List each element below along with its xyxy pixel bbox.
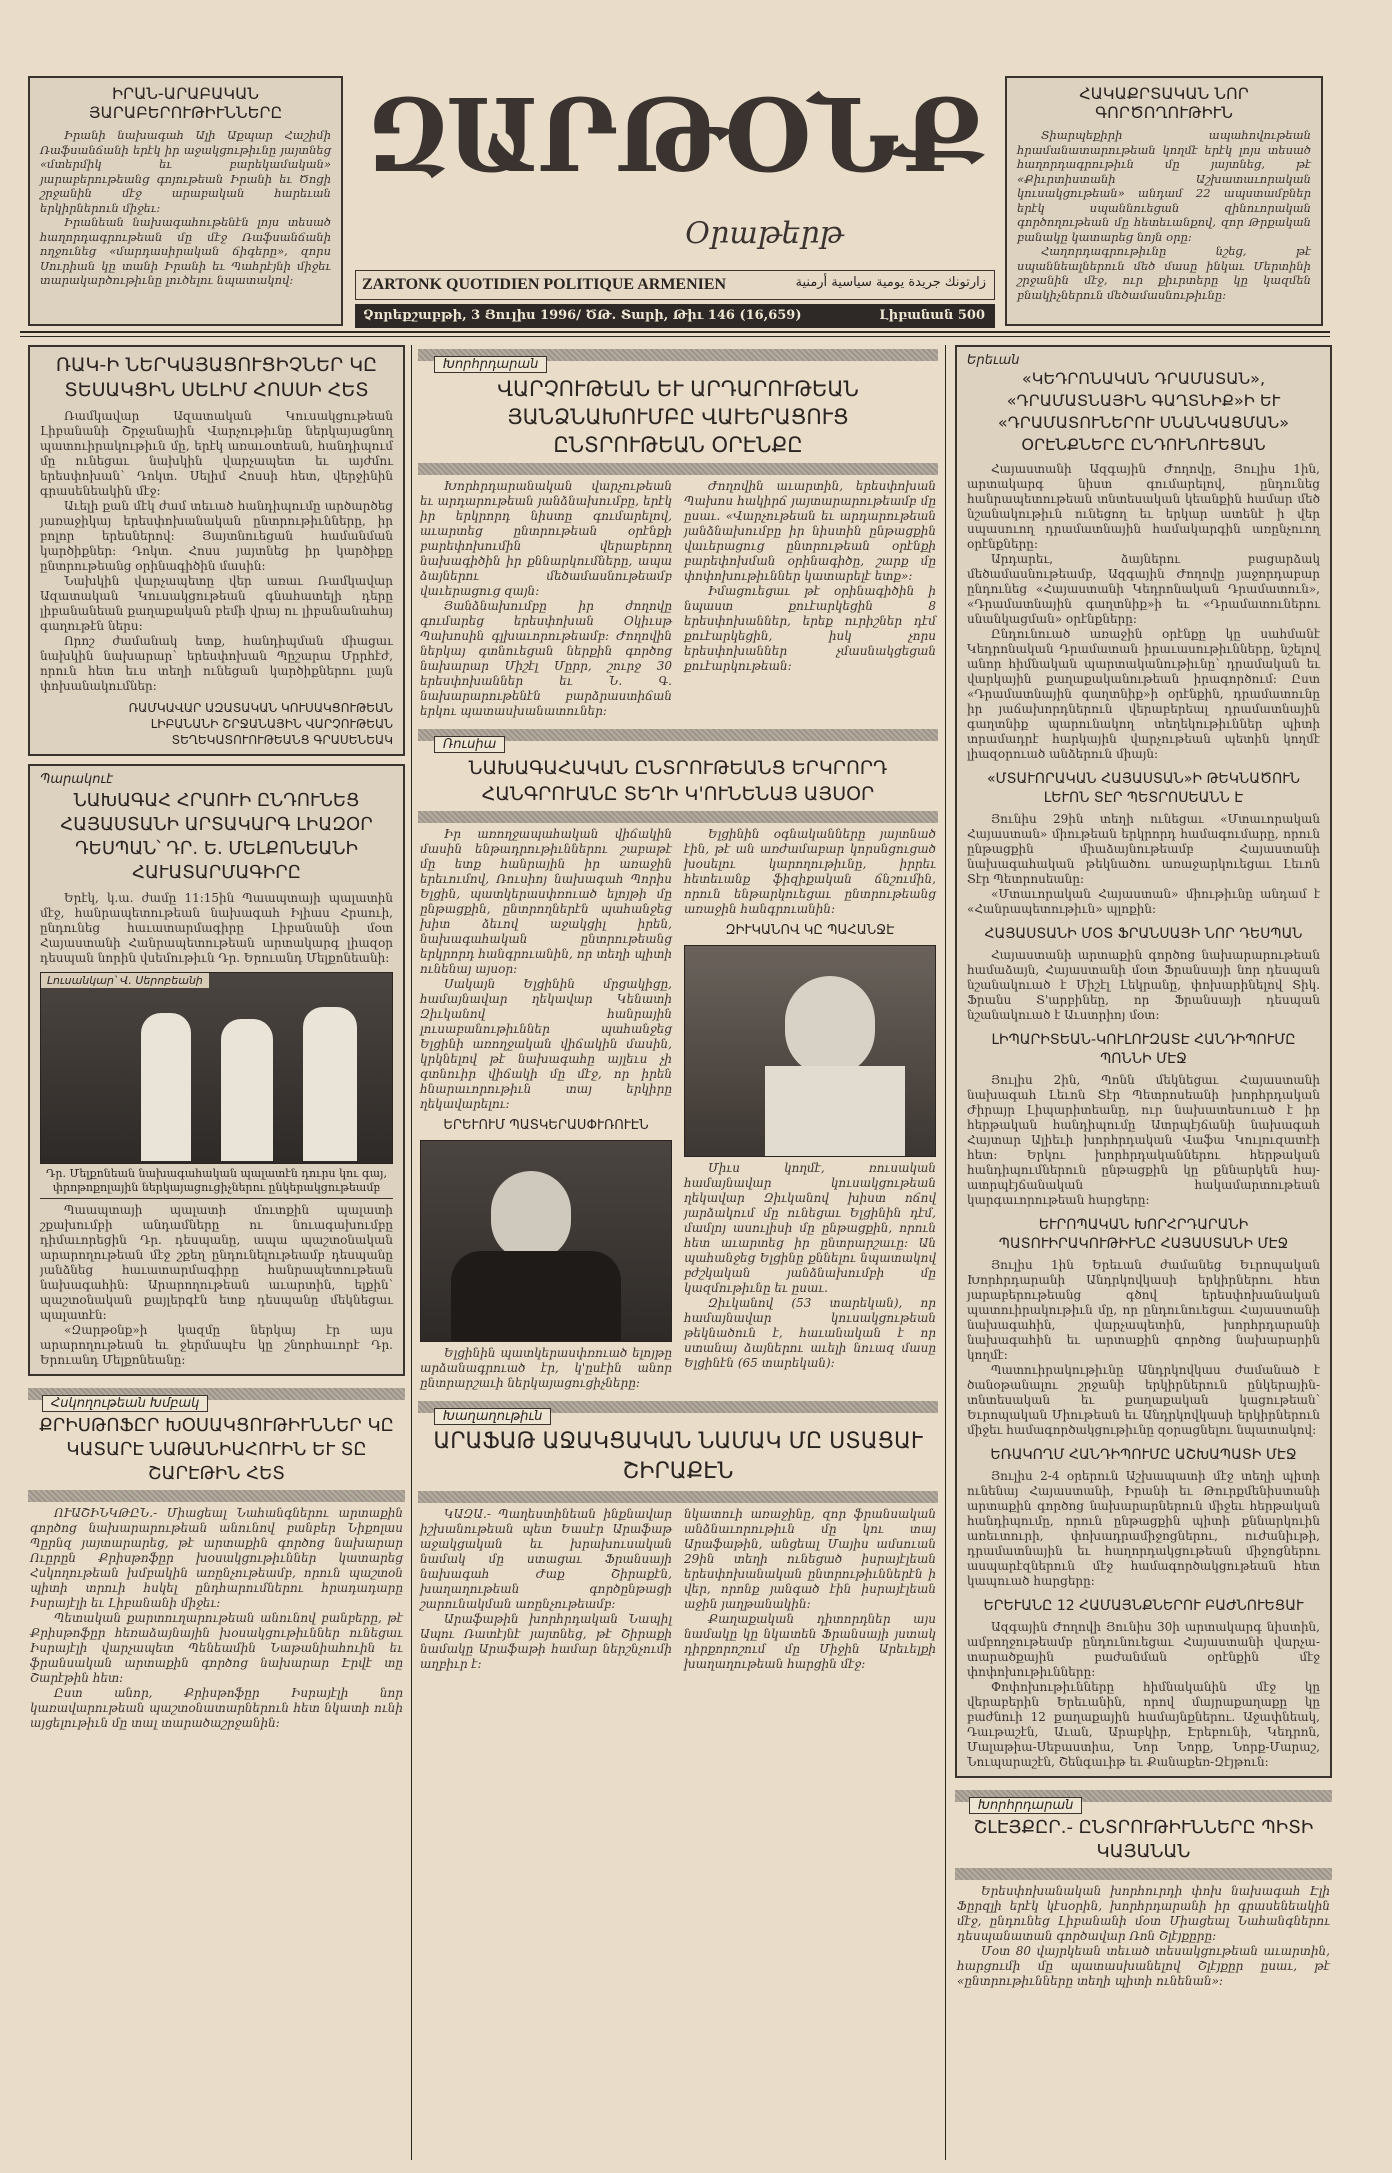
article-shelter: [955, 1786, 1332, 1989]
paragraph: Հայաստանի Ազգային Ժողովը, Յուլիս 1ին, արտակարգ նիստ գումարելով, ընդունեց հանրապետութեան տնտեսական կեանքին համար մեծ նշանակութիւն ունեցող եւ երկար ատենէ ի վեր սպասուող դրամատնային համակարգին առընչուող օրէնքները:: [967, 462, 1320, 551]
paragraph: Արդարեւ, ձայներու բացարձակ մեծամասնութեամբ, Ազգային Ժողովը յաջորդաբար ընդունեց «Հայաստանի Կեդրոնական Դրամատուն», «Դրամատնային գաղտնիք»ի եւ «Դրամատուներու սնանկացման» օրէնքները:: [967, 552, 1320, 626]
headline[interactable]: ՆԱԽԱԳԱՀ ՀՐԱՈՒԻ ԸՆԴՈՒՆԵՑ ՀԱՅԱՍՏԱՆԻ ԱՐՏԱԿԱՐԳ ԼԻԱԶՕՐ ԴԵՍՊԱՆ՝ ԴՐ. Ե. ՄԵԼՔՈՆԵԱՆԻ ՀԱՒԱՏԱՐՄԱԳԻՐԸ: [60, 790, 373, 883]
headline[interactable]: «ԿԵԴՐՈՆԱԿԱՆ ԴՐԱՄԱՏԱՆ», «ԴՐԱՄԱՏՆԱՅԻՆ ԳԱՂՏՆԻՔ»Ի ԵՒ «ԴՐԱՄԱՏՈՒՆԵՐՈՒ ՍՆԱՆԿԱՑՄԱՆ» ՕՐԷՆՔՆԵՐԸ ԸՆԴՈՒՆՈՒԵՑԱՆ: [997, 369, 1290, 454]
paragraph: Յուլիս 2-4 օրերուն Աշխապատի մէջ տեղի պիտի ունենայ Հայաստանի, Իրանի եւ Թուրքմենիստանի արտաքին գործոց նախարարներուն միջեւ հերթական հանդիպումը, որուն ընթացքին պիտի քննարկուին առեւտուրի, փոխադրամիջոցներու, ուժանիւթի, դրամատնային եւ հաղորդակցութեան միջոցներու ասպարէզներուն մէջ համագործակցութեան հետ կապուած հարցերը:: [967, 1469, 1320, 1588]
paragraph: Ընդունուած առաջին օրէնքը կը սահմանէ Կեդրոնական Դրամատան իրաւասութիւնները, նշելով անոր հիմնական պարտականութիւնը՝ դրամական եւ վարկային քաղաքականութեան իրագործում: Ըստ «Դրամատնային գաղտնիք»ի օրէնքին, դրամատունը իր յաճախորդներուն վերաբերեալ դրամատնային գաղտնիք պարունակող տեղեկութիւններ պիտի տրամադրէ հարկային վարչութեան պետին կողմէ լիազօրուած անձերուն միայն:: [967, 627, 1320, 761]
kicker: Խորհրդարան: [969, 1797, 1082, 1814]
ear-right-headline: ՀԱԿԱՔՐՏԱԿԱՆ ՆՈՐ ԳՈՐԾՈՂՈՒԹԻՒՆ: [1079, 84, 1249, 123]
kicker: Ռուսիա: [434, 736, 505, 753]
paragraph: Իմացուեցաւ թէ օրինագիծին ի նպաստ քուէարկեցին 8 երեսփոխաններ, երեք ուրիշներ դէմ քուէարկեցին, իսկ չորս երեսփոխաններ չմասնակցեցան քուէարկութեան:: [684, 584, 936, 673]
headline[interactable]: ԵՒՐՈՊԱԿԱՆ ԽՈՐՀՐԴԱՐԱՆԻ ՊԱՏՈՒԻՐԱԿՈՒԹԻՒՆԸ ՀԱՅԱՍՏԱՆԻ ՄԷՋ: [998, 1217, 1289, 1252]
paragraph: Յուլիս 2ին, Պոնն մեկնեցաւ Հայաստանի նախագահ Լեւոն Տէր Պետրոսեանի խորհրդական Ժիրայր Լիպարիտեանը, ուր նախատեսուած է իր հերթական հանդիպումը Ատրպէյճանի նախագահ Հայտար Ալիեւի խորհրդական Վաֆա Կուլուզատէի հետ: Երկու խորհրդականներու հերթական հանդիպումներուն ընթացքին կը քննարկեն հայ-ատրպէյճանական հակամարտութեան կարգաւորութեան հարցերը:: [967, 1073, 1320, 1207]
ear-right-box: [1005, 76, 1323, 326]
masthead-latin-bar: [355, 270, 995, 300]
paragraph: «Զարթօնք»ի կազմը ներկայ էր այս արարողութեան եւ ջերմապէս կը շնորհաւորէ Դր. Երուանդ Մելքոնեանը:: [40, 1323, 393, 1367]
paragraph: ՈՒԱՇԻՆԿԹԸՆ.- Միացեալ Նահանգներու արտաքին գործոց նախարարութեան անունով բանբեր Նիքոլաս Պըրնզ յայտարարեց, թէ արտաքին գործոց նախարար Ուըրըն Քրիսթոֆըր խօսակցութիւններ կատարեց Հսկողութեան խմբակին առընչութեամբ, որուն պաշտօն պիտի տրուի հսկել ընդհարումներու հրադադարը Իսրայէլի եւ Լիբանանի միջեւ:: [30, 1506, 403, 1610]
price: Լիբանան 500: [879, 308, 985, 323]
paragraph: Քաղաքական դիտորդներ այս նամակը կը նկատեն Ֆրանսայի յստակ դիրքորոշում մը Միջին Արեւելքի խաղաղութեան հարցին մէջ:: [684, 1611, 936, 1671]
paragraph: Յանձնախումբը իր ժողովը գումարեց երեսփոխան Օկիւսթ Պախոսին գլխաւորութեամբ: Ժողովին ներկայ գտնուեցան ներքին գործոց նախարար Միշէլ Մըրր, շուրջ 30 երեսփոխաններ եւ Ն. Գ. նախարարութենէն բարձրաստիճան երկու պատասխանատուներ:: [420, 599, 672, 718]
ear-left-paragraph: Իրանեան նախագահութենէն լոյս տեսած հաղորդագրութեան մը մէջ Ռաֆսանճանի ողջունեց «մարդասիրական ճիգերը», զորս Սուրիան կը տանի Իրանի եւ Պահրէյնի միջեւ տարակարծութիւնը լուծելու նպատակով:: [40, 215, 331, 288]
masthead-latin-line: ZARTONK QUOTIDIEN POLITIQUE ARMENIEN: [362, 276, 727, 293]
headline[interactable]: ՇԼԷՅՔԸՐ.- ԸՆՏՐՈՒԹԻՒՆՆԵՐԸ ՊԻՏԻ ԿԱՅԱՆԱՆ: [973, 1817, 1314, 1862]
masthead-arabic-line: زارتونك جريدة يومية سياسية أرمنية: [795, 275, 986, 290]
paragraph: Զիւկանով (53 տարեկան), որ համայնավար կուսակցութեան թեկնածուն է, հաւանական է որ ստանայ ձայներու աւելի նուազ մասը Ելցինէն (65 տարեկան):: [684, 1295, 936, 1370]
paragraph: Խորհրդարանական վարչութեան եւ արդարութեան յանձնախումբը, երէկ իր երկրորդ նիստը գումարելով, աւարտեց ընտրութեան օրէնքի բարեփոխումին վերաբերող նախագիծին իր քննարկումները, ապա ձայներու մեծամասնութեամբ վաւերացուց զայն:: [420, 479, 672, 598]
ear-left-paragraph: Իրանի նախագահ Ալի Աքպար Հաշիմի Ռաֆսանճանի երէկ իր աջակցութիւնը յայտնեց «մտերմիկ եւ բարեկամական» յարաբերութեանց գոյութեան Իրանի եւ Ծոցի շրջանին մէջ արաբական հարեւան երկիրներուն միջեւ:: [40, 128, 331, 215]
article-paraguay: [28, 764, 405, 1376]
article-arafat: [418, 1397, 938, 1672]
masthead-title[interactable]: ԶԱՐԹՕՆՔ: [366, 77, 984, 195]
kicker: Հսկողութեան Խմբակ: [42, 1395, 208, 1412]
signature-line: ՏԵՂԵԿԱՏՈՒՈՒԹԵԱՆՑ ԳՐԱՍԵՆԵԱԿ: [171, 733, 393, 747]
photo-credit: Լուսանկար՝ Վ. Սերոբեանի: [41, 973, 209, 988]
masthead: [355, 56, 995, 266]
right-column-box: [955, 345, 1332, 1778]
signature-line: ՌԱՄԿԱՎԱՐ ԱԶԱՏԱԿԱՆ ԿՈՒՍԱԿՑՈՒԹԵԱՆ: [128, 701, 393, 715]
kicker: Երեւան: [967, 353, 1020, 368]
column-rule: [945, 345, 946, 2160]
paragraph: Ազգային Ժողովի Յունիս 30ի արտակարգ նիստին, ամբողջութեամբ ընդունուեցաւ Հայաստանի վարչա-տարածքային բաժանման օրէնքին մէջ փոփոխութիւնները:: [967, 1620, 1320, 1679]
headline[interactable]: «ՄՏԱՒՈՐԱԿԱՆ ՀԱՅԱՍՏԱՆ»Ի ԹԵԿՆԱԾՈՒՆ ԼԵՒՈՆ ՏԷՐ ՊԵՏՐՈՍԵԱՆՆ Է: [986, 771, 1300, 806]
masthead-subtitle: Օրաթերթ: [685, 216, 844, 251]
paragraph: նկատուի առաջինը, զոր ֆրանսական անձնաւորութիւն մը կու տայ Արաֆաթին, անցեալ Մայիս ամսուան 29ին տեղի ունեցած իսրայէլեան երեսփոխանական ընտրութիւններէն ի վեր, որոնք յանգած էին իսրայէլեան աջին յաղթանակին:: [684, 1506, 936, 1611]
photo-ambassador[interactable]: [40, 972, 393, 1164]
paragraph: Սակայն Ելցինին մրցակիցը, համայնավար ղեկավար Կենատի Զիւկանով հանրային լուսաբանութիւններ պահանջեց Ելցինի առողջական վիճակին մասին, կրկնելով թէ նախագահը այլեւս չի գտնուիր վիճակի մը մէջ, որ իրեն հնարաւորութիւն տայ երկիրը ղեկավարելու:: [420, 977, 672, 1111]
masthead-dateline-bar: [355, 304, 995, 328]
paragraph: Արաֆաթին խորհրդական Նապիլ Ապու Ռատէյնէ յայտնեց, թէ Շիրաքի նամակը Արաֆաթի համար ներշնչումի աղբիւր է:: [420, 1611, 672, 1671]
ear-left-box: [28, 76, 343, 326]
paragraph: Նախկին վարչապետը վեր առաւ Ռամկավար Ազատական Կուսակցութեան գնահատելի դերը լիբանանեան քաղաքական բեմի վրայ ու լիբանանահայ գաղութէն ներս:: [40, 574, 393, 633]
paragraph: Հայաստանի արտաքին գործոց նախարարութեան համաձայն, Հայաստանի մօտ Ֆրանսայի նոր դեսպան նշանակուած է Միշէլ Լեկրանը, փոխարինելով Տիկ. Ֆրանս Տ'արբինեը, որ Ֆրանսայի դեսպան նշանակուած է Աւստրիոյ մօտ:: [967, 948, 1320, 1022]
headline[interactable]: ՎԱՐՉՈՒԹԵԱՆ ԵՒ ԱՐԴԱՐՈՒԹԵԱՆ ՅԱՆՁՆԱԽՈՒՄԲԸ ՎԱՒԵՐԱՑՈՒՑ ԸՆՏՐՈՒԹԵԱՆ ՕՐԷՆՔԸ: [497, 377, 859, 457]
paragraph: Մօտ 80 վայրկեան տեւած տեսակցութեան աւարտին, հարցումի մը պատասխանելով Շլէյքըր ըսաւ, թէ «ընտրութիւնները տեղի պիտի ունենան»:: [957, 1944, 1330, 1988]
photo-yeltsin[interactable]: [420, 1140, 672, 1342]
headline[interactable]: ԼԻՊԱՐԻՏԵԱՆ-ԿՈՒԼՈՒԶԱՏԷ ՀԱՆԴԻՊՈՒՄԸ ՊՈՆՆԻ ՄԷՋ: [991, 1032, 1296, 1067]
paragraph: Փոփոխութիւնները հիմնականին մէջ կը վերաբերին Երեւանին, որով մայրաքաղաքը կը բաժնուի 12 քաղաքային համայնքներու. Աջափնեակ, Դաւթաշէն, Աւան, Արաբկիր, Էրեբունի, Կեդրոն, Մալաթիա-Սեբաստիա, Նոր Նորք, Նորք-Մարաշ, Նուպարաշէն, Շենգաւիթ եւ Քանաքեռ-Զէյթուն:: [967, 1680, 1320, 1769]
paragraph: Աւելի քան մէկ ժամ տեւած հանդիպումը արծարծեց յառաջիկայ երեսփոխանական ընտրութիւնները, իր բոլոր երեսներով: Յայտնուեցան համանման կարծիքներ: Դոկտ. Հոսս յայտնեց իր կարծիքը ընտրութեանց օրինագիծին մասին:: [40, 499, 393, 573]
paragraph: Ռամկավար Ազատական Կուսակցութեան Լիբանանի Շրջանային Վարչութիւնը ներկայացնող պատուիրակութիւն մը, երէկ առաւօտեան, հանդիպում մը ունեցաւ նախկին վարչապետ եւ այժմու երեսփոխան՝ Դոկտ. Սելիմ Հոսսի հետ, վերջինին գրասենեակին մէջ:: [40, 409, 393, 498]
article-ramgavar: [28, 345, 405, 756]
kicker: Խաղաղութիւն: [434, 1408, 551, 1425]
paragraph: ԿԱԶԱ.- Պաղեստինեան ինքնավար իշխանութեան պետ Եասէր Արաֆաթ աջակցական եւ խրախուսական նամակ մը ստացաւ Ֆրանսայի նախագահ Ժաք Շիրաքէն, խաղաղութեան գործընթացի շարունակման առընչութեամբ:: [420, 1506, 672, 1611]
ear-right-paragraph: Հաղորդագրութիւնը նշեց, թէ սպաննեալներուն մեծ մասը ինկաւ Մերտինի շրջանին մէջ, ուր քիւրտերը կը կազմեն բնակիչներուն մեծամասնութիւնը:: [1017, 244, 1311, 302]
paragraph: «Մտաւորական Հայաստան» միութիւնը անդամ է «Հանրապետութիւն» պլոքին:: [967, 887, 1320, 916]
headline[interactable]: ԵՐԵՒԱՆԸ 12 ՀԱՄԱՅՆՔՆԵՐՈՒ ԲԱԺՆՈՒԵՑԱՒ: [983, 1598, 1304, 1614]
paragraph: Յունիս 29ին տեղի ունեցաւ «Մտաւորական Հայաստան» միութեան երկրորդ համագումարը, որուն ընթացքին միաձայնութեամբ Հայաստանի նախագահական թեկնածու առաջարկուեցաւ Լեւոն Տէր Պետրոսեանը:: [967, 812, 1320, 886]
ear-right-paragraph: Տիարպեքիրի ապահովութեան հրամանատարութեան կողմէ երէկ լոյս տեսած հաղորդագրութիւն մը յայտնեց, թէ «Քիւրտիստանի Աշխատաւորական կուսակցութեան» անդամ 22 ապստամբներ երէկ սպաննուեցան զինուորական գործողութեան մը հետեւանքով, զոր Թրքական բանակը կատարեց նոյն օրը:: [1017, 128, 1311, 244]
headline[interactable]: ՆԱԽԱԳԱՀԱԿԱՆ ԸՆՏՐՈՒԹԵԱՆՑ ԵՐԿՐՈՐԴ ՀԱՆԳՐՈՒԱՆԸ ՏԵՂԻ Կ'ՈՒՆԵՆԱՅ ԱՅՍՕՐ: [468, 757, 888, 805]
paragraph: Իր առողջապահական վիճակին մասին ենթադրութիւններու շաբաթէ մը ետք հանրային իր առաջին երեւումով, Ռուսիոյ նախագահ Պորիս Ելցին, պատկերասփռուած ելոյթի մը ընթացքին, ընտրողներէն պահանջեց խիտ ձեւով աջակցիլ իրեն, նախագահական ընտրութեանց երկրորդ հանգրուանին, որ տեղի պիտի ունենայ այսօր:: [420, 827, 672, 976]
paragraph: Միւս կողմէ, ռուսական համայնավար կուսակցութեան ղեկավար Զիւկանով խիստ ոճով յարձակում մը ունեցաւ Ելցինին դէմ, մամլոյ ասուլիսի մը ընթացքին, որուն հետ աւարտեց իր ընտրարշաւը: Ան պահանջեց Ելցինը քննելու նպատակով բժշկական յանձնախումբի մը կազմութիւնը եւ ըսաւ.: [684, 1160, 936, 1295]
paragraph: Ելցինին պատկերասփռուած ելոյթը արձանագրուած էր, կ'ըսէին անոր ընտրարշաւի ներկայացուցիչները:: [420, 1345, 672, 1390]
lead-paragraph: Երէկ, կ.ա. ժամը 11:15ին Պաապտայի պալատին մէջ, հանրապետութեան նախագահ Իլիաս Հրաուի, ընդունեց հաւատարմագիրը Լիբանանի մօտ Հայաստանի Հանրապետութեան արտակարգ լիազօր դեսպան նորին վսեմութիւն Դր. Երուանդ Մելքոնեանի:: [40, 891, 393, 965]
headline[interactable]: ԵՌԱԿՈՂՄ ՀԱՆԴԻՊՈՒՄԸ ԱՇԽԱՊԱՏԻ ՄԷՋ: [990, 1447, 1297, 1463]
paragraph: Որոշ ժամանակ ետք, հանդիպման միացաւ նախկին նախարար՝ երեսփոխան Պըշարա Մրրհէժ, որուն հետ եւս տեղի ունեցան կարծիքներու լայն փոխանակումներ:: [40, 634, 393, 693]
middle-column: [418, 345, 938, 2165]
column-rule: [411, 345, 412, 2160]
paragraph: Երեսփոխանական խորհուրդի փոխ նախագահ Էլի Ֆըրզլի երէկ կէսօրին, խորհրդարանի իր գրասենեակին մէջ, ընդունեց Լիբանանի մօտ Միացեալ Նահանգներու դեսպանատան գործավար Ռոն Շլէյքըրը:: [957, 1884, 1330, 1943]
paragraph: Ժողովին աւարտին, երեսփոխան Պախոս հակիրճ յայտարարութեամբ մը ըսաւ. «Վարչութեան եւ արդարութեան յանձնախումբը իր նիստին ընթացքին վաւերացուց ընտրութեան օրէնքի բարեփոխման օրինագիծը, շարք մը փոփոխութիւններ կատարելէ ետք»:: [684, 479, 936, 583]
headline[interactable]: ՔՐԻՍԹՈՖԸՐ ԽՕՍԱԿՑՈՒԹԻՒՆՆԵՐ ԿԸ ԿԱՏԱՐԷ ՆԱԹԱՆԻԱՀՈՒԻՆ ԵՒ ՏԸ ՇԱՐԷԹԻՆ ՀԵՏ: [39, 1415, 394, 1484]
paragraph: Յուլիս 1ին Երեւան ժամանեց Եւրոպական Խորհրդարանի Անդրկովկասի երկիրներու հետ յարաբերութեանց գծով երեսփոխանական պատուիրակութիւն մը, որ ընդունուեցաւ Հայաստանի նախագահին, վարչապետին, խորհրդարանի նախագահին եւ արտաքին գործոց նախարարին կողմէ:: [967, 1258, 1320, 1362]
left-column: [28, 345, 405, 2165]
right-column: [955, 345, 1332, 2165]
kicker: Խորհրդարան: [434, 356, 547, 373]
paragraph: Պատուիրակութիւնը Անդրկովկաս ժամանած է ծանօթանալու շրջանի երկիրներուն ընկերային-տնտեսական եւ քաղաքական կացութեան՝ Եւրոպական Միութեան եւ Անդրկովկասի երկիրներուն միջեւ համագործակցութիւնը զօրացնելու նպատակով:: [967, 1363, 1320, 1437]
dateline: Չորեքշաբթի, 3 Յուլիս 1996/ ԾԹ. Տարի, Թիւ 146 (16,659): [363, 308, 802, 323]
masthead-rule: [20, 336, 1330, 337]
masthead-rule: [20, 331, 1330, 333]
subhead-zyuganov: ԶԻՒԿԱՆՈՎ ԿԸ ՊԱՀԱՆՋԷ: [725, 923, 895, 938]
article-parliament: [418, 345, 938, 719]
paragraph: Ելցինին օգնականները յայտնած էին, թէ ան առժամաբար կորսնցուցած խօսելու կարողութիւնը, իրրեւ հետեւանք ֆիզիքական ճնշումին, որուն ենթարկուեցաւ ընտրութեանց առաջին հանգրուանին:: [684, 827, 936, 916]
subhead-yeltsin: ԵՐԵՒՈՒՄ ՊԱՏԿԵՐԱՍՓՒՌՈՒԷՆ: [443, 1118, 649, 1133]
signature-line: ԼԻԲԱՆԱՆԻ ՇՐՋԱՆԱՅԻՆ ՎԱՐՉՈՒԹԵԱՆ: [150, 717, 393, 731]
paragraph: Ըստ անոր, Քրիսթոֆըր Իսրայէլի նոր կառավարութեան պաշտօնատարներուն հետ նկատի ունի այցելութիւն մը տալ տարածաշրջանին:: [30, 1686, 403, 1730]
kicker: Պարակուէ: [40, 772, 113, 787]
headline[interactable]: ՀԱՅԱՍՏԱՆԻ ՄՕՏ ՖՐԱՆՍԱՅԻ ՆՈՐ ԴԵՍՊԱՆ: [984, 926, 1303, 942]
headline[interactable]: ԱՐԱՖԱԹ ԱՋԱԿՑԱԿԱՆ ՆԱՄԱԿ ՄԸ ՍՏԱՑԱՒ ՇԻՐԱՔԷՆ: [433, 1428, 923, 1484]
headline[interactable]: ՌԱԿ-Ի ՆԵՐԿԱՅԱՑՈՒՑԻՉՆԵՐ ԿԸ ՏԵՍԱԿՑԻՆ ՍԵԼԻՄ ՀՈՍՍԻ ՀԵՏ: [55, 354, 378, 401]
photo-caption: Դր. Մելքոնեան նախագահական պալատէն դուրս կու գայ, փրոթոքոլային ներկայացուցիչներու ընկերակցութեամբ: [40, 1164, 393, 1199]
article-russia: [418, 725, 938, 1391]
article-christopher: [28, 1384, 405, 1731]
paragraph: Պետական քարտուղարութեան անունով բանբերը, թէ Քրիսթոֆըր հեռաձայնային խօսակցութիւններ ունեցաւ Իսրայէլի վարչապետ Պենեամին Նաթանիահուին եւ ֆրանսական արտաքին գործոց նախարար Էրվէ տը Շարէթին հետ:: [30, 1611, 403, 1685]
paragraph: Պաապտայի պալատի մուտքին պալատի շքախումբի անդամները ու նուագախումբը դիմաւորեցին Դր. դեսպանը, ապա պաշտօնական արարողութեան մէջ շքեղ ընդունելութեամբ դեսպանը յանձնեց հաւատարմագիրը հանրապետութեան նախագահին: Արարողութեան աւարտին, ելքին՝ պաշտօնական քայլերգէն ետք դեսպանը մեկնեցաւ պալատէն:: [40, 1203, 393, 1322]
ear-left-headline: ԻՐԱՆ-ԱՐԱԲԱԿԱՆ ՅԱՐԱԲԵՐՈՒԹԻՒՆՆԵՐԸ: [88, 84, 283, 123]
photo-zyuganov[interactable]: [684, 945, 936, 1157]
